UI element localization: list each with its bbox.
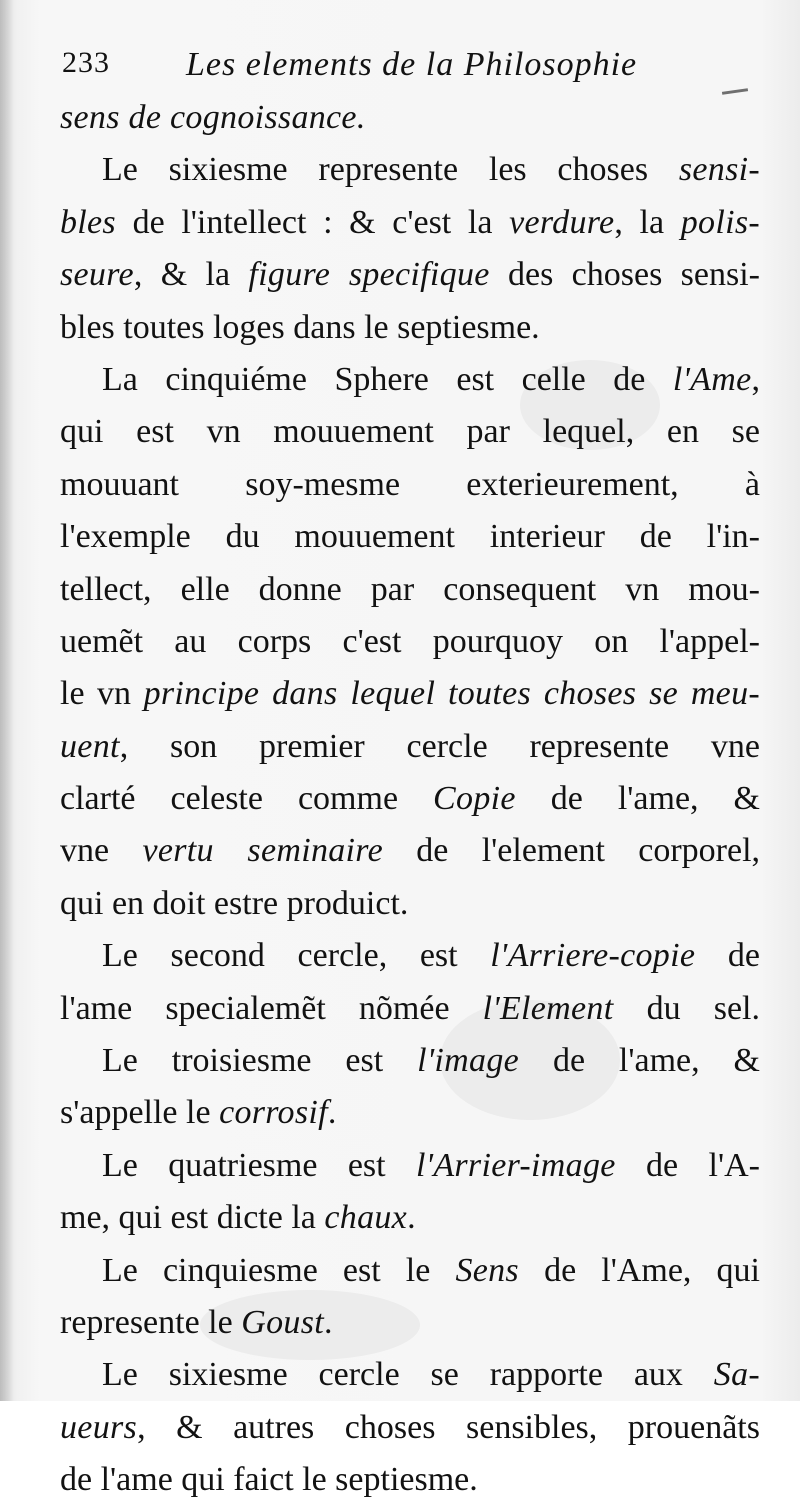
text-line bbox=[60, 668, 760, 720]
text-line bbox=[60, 1035, 760, 1087]
roman-text: de l'intellect : & c'est la bbox=[115, 203, 510, 241]
italic-text: l'image bbox=[417, 1042, 520, 1080]
roman-text: clarté celeste comme bbox=[60, 780, 434, 818]
italic-text: verdure bbox=[509, 203, 615, 241]
italic-text: Copie bbox=[433, 780, 516, 818]
text-line bbox=[60, 197, 760, 249]
italic-text: vertu seminaire bbox=[142, 832, 383, 870]
roman-text: de l'ame, & bbox=[519, 1042, 760, 1080]
gutter-shadow bbox=[0, 0, 14, 1401]
text-line bbox=[60, 1454, 760, 1506]
italic-text: Sa- bbox=[713, 1356, 760, 1394]
roman-text: . bbox=[327, 1094, 337, 1132]
text-line bbox=[60, 92, 760, 144]
text-line bbox=[60, 302, 760, 354]
roman-text: de l'ame qui faict le septiesme. bbox=[60, 1461, 478, 1499]
running-head bbox=[62, 40, 762, 90]
roman-text: de l'ame, & bbox=[515, 780, 760, 818]
italic-text: bles bbox=[60, 203, 116, 241]
roman-text: Le sixiesme represente les choses bbox=[102, 151, 679, 189]
italic-text: corrosif bbox=[219, 1094, 328, 1132]
text-line bbox=[60, 1087, 760, 1139]
text-line bbox=[60, 354, 760, 406]
italic-text: l'Ame bbox=[672, 360, 752, 398]
text-line bbox=[60, 1245, 760, 1297]
roman-text: l'exemple du mouuement interieur de l'in- bbox=[60, 518, 760, 556]
text-line bbox=[60, 721, 760, 773]
roman-text: du sel. bbox=[613, 989, 760, 1027]
text-line bbox=[60, 1402, 760, 1454]
italic-text: uent bbox=[60, 727, 120, 765]
text-line bbox=[60, 878, 760, 930]
roman-text: l'ame specialemẽt nõmée bbox=[60, 989, 483, 1027]
roman-text: represente le bbox=[60, 1303, 242, 1341]
roman-text: Le second cercle, est bbox=[102, 937, 491, 975]
roman-text: , bbox=[751, 360, 760, 398]
text-line bbox=[60, 1140, 760, 1192]
roman-text: de l'element corporel, bbox=[382, 832, 761, 870]
roman-text: de l'A- bbox=[615, 1146, 760, 1184]
roman-text: mouuant soy-mesme exterieurement, à bbox=[60, 465, 760, 503]
roman-text: uemẽt au corps c'est pourquoy on l'appel- bbox=[60, 622, 760, 660]
roman-text: le vn bbox=[60, 675, 144, 713]
roman-text: de l'Ame, qui bbox=[518, 1251, 760, 1289]
text-line bbox=[60, 564, 760, 616]
roman-text: Le sixiesme cercle se rapporte aux bbox=[102, 1356, 714, 1394]
running-title: Les elements de la Philosophie bbox=[186, 46, 638, 83]
roman-text: qui en doit estre produict. bbox=[60, 884, 409, 922]
roman-text: Le quatriesme est bbox=[102, 1146, 416, 1184]
roman-text: vne bbox=[60, 832, 143, 870]
page-number: 233 bbox=[62, 46, 110, 79]
text-line bbox=[60, 983, 760, 1035]
text-line bbox=[60, 773, 760, 825]
body-text bbox=[60, 92, 760, 1507]
roman-text: qui est vn mouuement par lequel, en se bbox=[60, 413, 760, 451]
italic-text: l'Arriere-copie bbox=[490, 937, 696, 975]
italic-text: l'Arrier-image bbox=[416, 1146, 616, 1184]
roman-text: , & autres choses sensibles, prouenãts bbox=[137, 1408, 760, 1446]
text-line bbox=[60, 1349, 760, 1401]
roman-text: Le troisiesme est bbox=[102, 1042, 418, 1080]
roman-text: des choses sensi- bbox=[489, 256, 760, 294]
text-line bbox=[60, 511, 760, 563]
text-line bbox=[60, 930, 760, 982]
italic-text: sens de cognoissance. bbox=[60, 99, 366, 136]
text-line bbox=[60, 616, 760, 668]
italic-text: l'Element bbox=[482, 989, 614, 1027]
roman-text: de bbox=[695, 937, 760, 975]
italic-text: figure specifique bbox=[248, 256, 490, 294]
roman-text: me, qui est dicte la bbox=[60, 1199, 325, 1237]
italic-text: sensi- bbox=[678, 151, 760, 189]
text-line bbox=[60, 1297, 760, 1349]
roman-text: . bbox=[407, 1199, 416, 1237]
text-line bbox=[60, 459, 760, 511]
italic-text: chaux bbox=[324, 1199, 408, 1237]
text-line bbox=[60, 1192, 760, 1244]
roman-text: . bbox=[323, 1303, 333, 1341]
roman-text: , son premier cercle represente vne bbox=[119, 727, 760, 765]
roman-text: , & la bbox=[133, 256, 249, 294]
roman-text: bles toutes loges dans le septiesme. bbox=[60, 308, 540, 346]
roman-text: s'appelle le bbox=[60, 1094, 220, 1132]
text-line bbox=[60, 406, 760, 458]
italic-text: principe dans lequel toutes choses se meu- bbox=[143, 675, 760, 713]
italic-text: Goust bbox=[241, 1303, 324, 1341]
roman-text: tellect, elle donne par consequent vn mou- bbox=[60, 570, 760, 608]
italic-text: seure bbox=[60, 256, 134, 294]
italic-text: polis- bbox=[680, 203, 760, 241]
text-line bbox=[60, 825, 760, 877]
italic-text: ueurs bbox=[60, 1408, 138, 1446]
text-line bbox=[60, 144, 760, 196]
roman-text: La cinquiéme Sphere est celle de bbox=[102, 360, 673, 398]
text-line bbox=[60, 249, 760, 301]
roman-text: , la bbox=[614, 203, 681, 241]
roman-text: Le cinquiesme est le bbox=[102, 1251, 456, 1289]
italic-text: Sens bbox=[455, 1251, 519, 1289]
